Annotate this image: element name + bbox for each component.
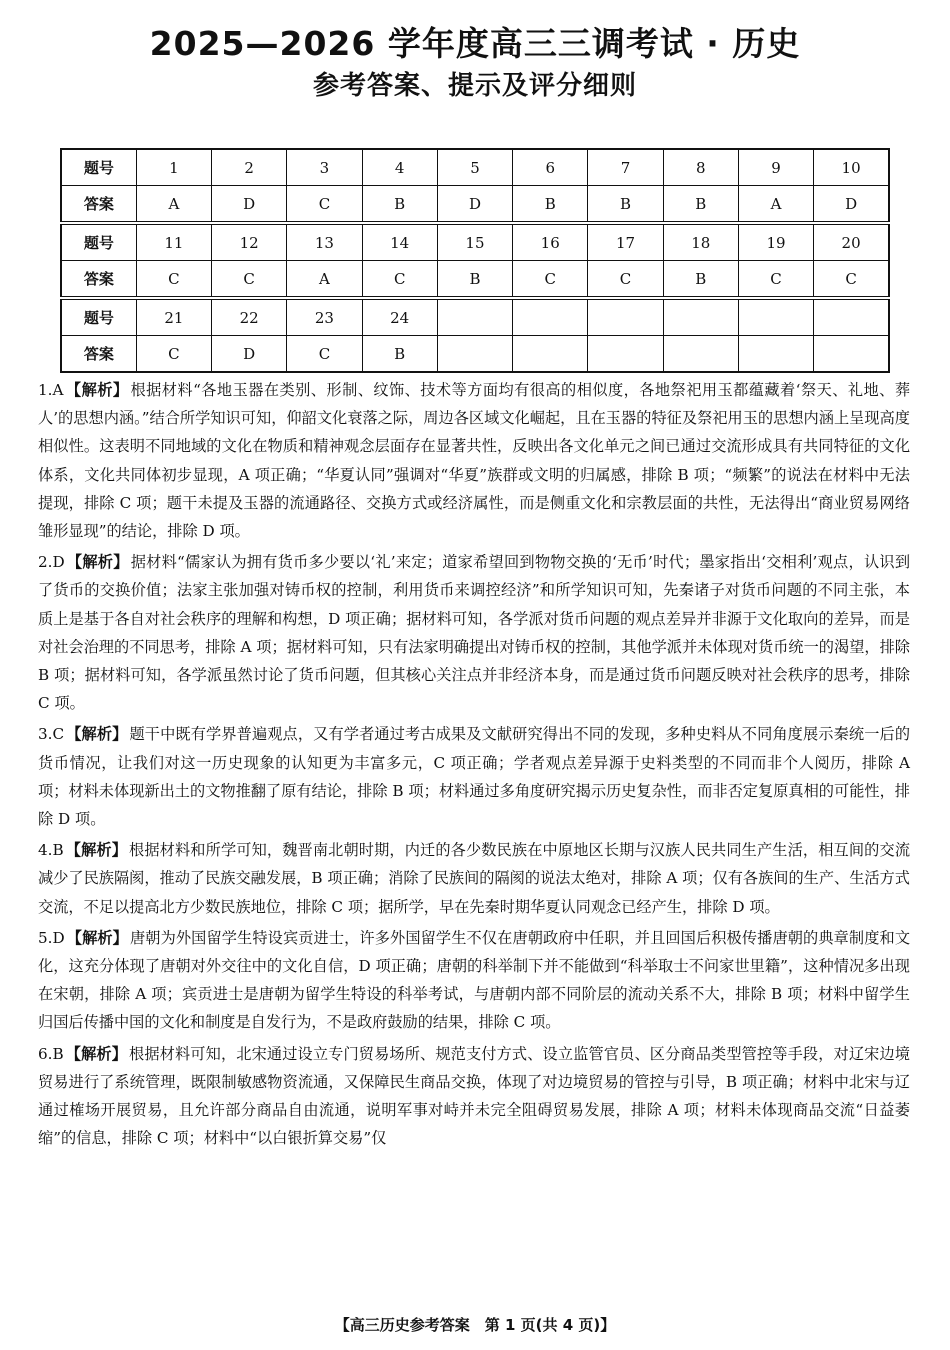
page-subtitle: 参考答案、提示及评分细则 <box>312 71 637 101</box>
answer-cell: C <box>588 261 663 299</box>
question-number-cell: 3 <box>287 149 362 186</box>
question-number: 3.C <box>38 725 65 744</box>
answer-cell: D <box>212 186 287 224</box>
question-number-cell: 21 <box>136 298 211 336</box>
answer-row <box>61 336 889 373</box>
question-number-cell: 22 <box>212 298 287 336</box>
question-number-cell: 15 <box>437 223 512 261</box>
question-number-cell <box>814 298 889 336</box>
answer-cell <box>437 336 512 373</box>
question-number: 1.A <box>38 381 64 399</box>
explanation-text: 题干中既有学界普遍观点，又有学者通过考古成果及文献研究得出不同的发现，多种史料从不同角度展示秦统一后的货币情况，让我们对这一历史现象的认知更为丰富多元，C 项正确；学者观点差异源于史料类型的不同而非个人阅历，排除 A 项；材料未体现新出土的文物推翻了原有结论，排除 B 项；材料通过多角度研究揭示历史复杂性，而非否定复原真相的可能性，排除 D 项。 <box>38 725 911 829</box>
question-number-header: 题号 <box>61 298 136 336</box>
answer-header: 答案 <box>61 336 136 373</box>
answer-cell <box>738 336 813 373</box>
question-number-row <box>61 223 889 261</box>
question-number-cell: 18 <box>663 223 738 261</box>
answer-cell: B <box>362 186 437 224</box>
answer-cell: A <box>738 186 813 224</box>
question-number-cell: 12 <box>212 223 287 261</box>
answer-cell: D <box>212 336 287 373</box>
answer-cell: C <box>738 261 813 299</box>
page-title: 2025—2026 学年度高三三调考试 · 历史 <box>149 24 801 63</box>
question-number-cell: 11 <box>136 223 211 261</box>
question-number-cell: 14 <box>362 223 437 261</box>
answer-cell: D <box>437 186 512 224</box>
question-number-cell: 1 <box>136 149 211 186</box>
answer-header: 答案 <box>61 186 136 224</box>
question-number-cell: 19 <box>738 223 813 261</box>
question-number-cell: 20 <box>814 223 889 261</box>
explanation-item <box>38 836 910 921</box>
answer-cell: C <box>362 261 437 299</box>
answer-cell: C <box>136 336 211 373</box>
answer-row <box>61 261 889 299</box>
analysis-tag: 【解析】 <box>66 553 129 572</box>
question-number-cell <box>738 298 813 336</box>
answer-cell: B <box>588 186 663 224</box>
question-number-cell: 2 <box>212 149 287 186</box>
question-number-cell: 13 <box>287 223 362 261</box>
answer-cell: B <box>362 336 437 373</box>
analysis-tag: 【解析】 <box>65 1044 128 1063</box>
question-number-header: 题号 <box>61 149 136 186</box>
question-number: 5.D <box>38 928 65 947</box>
question-number: 6.B <box>38 1044 64 1063</box>
answer-cell: D <box>814 186 889 224</box>
answer-cell: B <box>663 186 738 224</box>
question-number-cell: 6 <box>513 149 588 186</box>
answer-cell: C <box>513 261 588 299</box>
answer-cell <box>513 336 588 373</box>
question-number-cell <box>437 298 512 336</box>
answer-cell: C <box>287 336 362 373</box>
question-number: 2.D <box>38 553 65 572</box>
question-number-cell: 10 <box>814 149 889 186</box>
explanation-text: 根据材料可知，北宋通过设立专门贸易场所、规范支付方式、设立监管官员、区分商品类型管控等手段，对辽宋边境贸易进行了系统管理，既限制敏感物资流通，又保障民生商品交换，体现了对边境贸易的管控与引导，B 项正确；材料中北宋与辽通过榷场开展贸易，且允许部分商品自由流通，说明军事对峙并未完全阻碍贸易发展，排除 A 项；材料未体现商品交流“日益萎缩”的信息，排除 C 项；材料中“以白银折算交易”仅 <box>38 1044 911 1148</box>
question-number-cell: 16 <box>513 223 588 261</box>
answer-cell <box>663 336 738 373</box>
question-number-cell: 4 <box>362 149 437 186</box>
explanation-item <box>38 548 910 717</box>
explanation-text: 据材料“儒家认为拥有货币多少要以‘礼’来定；道家希望回到物物交换的‘无币’时代；墨家指出‘交相利’观点，认识到了货币的交换价值；法家主张加强对铸币权的控制，利用货币来调控经济”和所学知识可知，先秦诸子对货币问题的不同主张，本质上是基于各自对社会秩序的理解和构想，D 项正确；据材料可知，各学派对货币问题的观点差异并非源于文化取向的差异，而是对社会治理的不同思考，排除 A 项；据材料可知，只有法家明确提出对铸币权的控制，其他学派并未体现对货币统一的渴望，排除 B 项；据材料可知，各学派虽然讨论了货币问题，但其核心关注点并非经济本身，而是通过货币问题反映对社会秩序的思考，排除 C 项。 <box>38 553 911 713</box>
question-number-row <box>61 298 889 336</box>
question-number-cell <box>513 298 588 336</box>
explanation-text: 根据材料和所学可知，魏晋南北朝时期，内迁的各少数民族在中原地区长期与汉族人民共同生产生活，相互间的交流减少了民族隔阂，推动了民族交融发展，B 项正确；消除了民族间的隔阂的说法太绝对，排除 A 项；仅有各族间的生产、生活方式交流，不足以提高北方少数民族地位，排除 C 项；据所学，早在先秦时期华夏认同观念已经产生，排除 D 项。 <box>38 841 911 916</box>
answer-cell: C <box>136 261 211 299</box>
answer-cell <box>588 336 663 373</box>
answer-cell: C <box>212 261 287 299</box>
question-number-cell: 9 <box>738 149 813 186</box>
answer-cell <box>814 336 889 373</box>
explanation-text: 根据材料“各地玉器在类别、形制、纹饰、技术等方面均有很高的相似度，各地祭祀用玉都蕴藏着‘祭天、礼地、葬人’的思想内涵。”结合所学知识可知，仰韶文化衰落之际，周边各区域文化崛起，且在玉器的特征及祭祀用玉的思想内涵上呈现高度相似性。这表明不同地域的文化在物质和精神观念层面存在显著共性，反映出各文化单元之间已通过交流形成具有共同特征的文化体系，文化共同体初步显现，A 项正确；“华夏认同”强调对“华夏”族群或文明的归属感，排除 B 项；“频繁”的说法在材料中无法提现，排除 C 项；题干未提及玉器的流通路径、交换方式或经济属性，而是侧重文化和宗教层面的共性，无法得出“商业贸易网络雏形显现”的结论，排除 D 项。 <box>38 381 911 541</box>
question-number-cell: 24 <box>362 298 437 336</box>
explanation-text: 唐朝为外国留学生特设宾贡进士，许多外国留学生不仅在唐朝政府中任职，并且回国后积极传播唐朝的典章制度和文化，这充分体现了唐朝对外交往中的文化自信，D 项正确；唐朝的科举制下并不能做到“科举取士不问家世里籍”，这种情况多出现在宋朝，排除 A 项；宾贡进士是唐朝为留学生特设的科举考试，与唐朝内部不同阶层的流动关系不大，排除 B 项；材料中留学生归国后传播中国的文化和制度是自发行为，不是政府鼓励的结果，排除 C 项。 <box>38 928 910 1032</box>
explanation-item <box>38 1040 910 1153</box>
answer-cell: C <box>814 261 889 299</box>
answer-cell: C <box>287 186 362 224</box>
question-number-cell: 5 <box>437 149 512 186</box>
answer-cell: B <box>513 186 588 224</box>
answer-row <box>61 186 889 224</box>
analysis-tag: 【解析】 <box>66 725 128 744</box>
question-number-cell <box>588 298 663 336</box>
question-number-cell: 23 <box>287 298 362 336</box>
analysis-tag: 【解析】 <box>65 841 128 860</box>
question-number-cell <box>663 298 738 336</box>
explanation-item <box>38 924 910 1037</box>
analysis-tag: 【解析】 <box>65 381 129 399</box>
answer-header: 答案 <box>61 261 136 299</box>
explanation-item <box>38 720 910 833</box>
question-number-header: 题号 <box>61 223 136 261</box>
question-number-cell: 7 <box>588 149 663 186</box>
explanations <box>38 376 910 1155</box>
answer-cell: A <box>136 186 211 224</box>
question-number: 4.B <box>38 841 64 860</box>
question-number-cell: 17 <box>588 223 663 261</box>
explanation-item <box>38 376 910 545</box>
answer-cell: A <box>287 261 362 299</box>
answer-cell: B <box>437 261 512 299</box>
page-footer: 【高三历史参考答案 第 1 页(共 4 页)】 <box>334 1316 616 1334</box>
answer-cell: B <box>663 261 738 299</box>
analysis-tag: 【解析】 <box>66 928 128 947</box>
question-number-cell: 8 <box>663 149 738 186</box>
question-number-row <box>61 149 889 186</box>
answer-table <box>60 148 890 373</box>
